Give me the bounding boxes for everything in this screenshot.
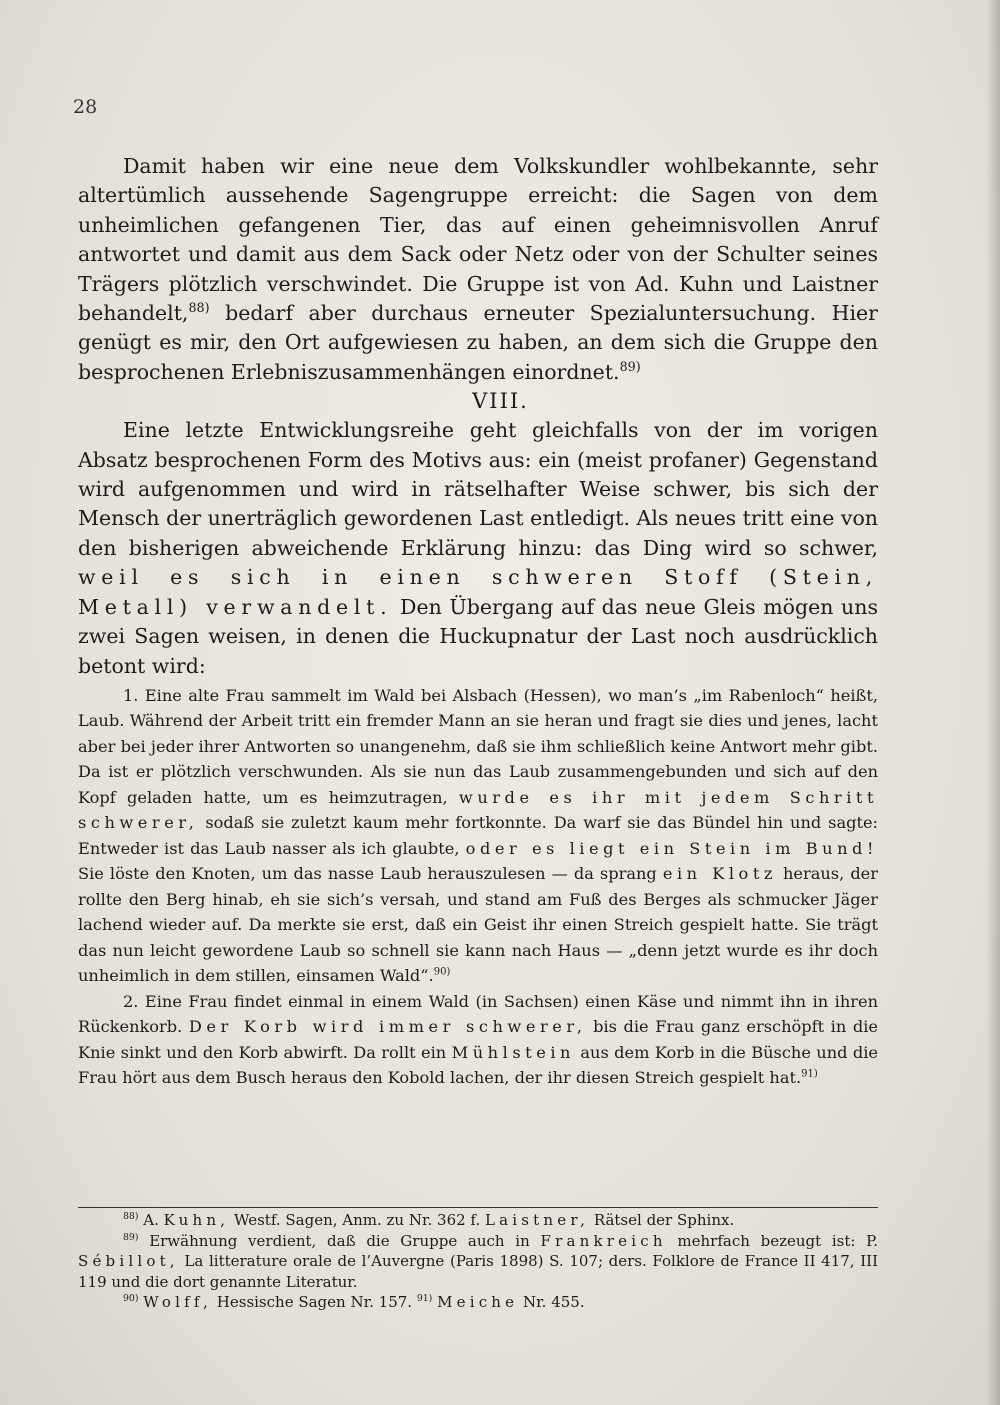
- paragraph-main: [78, 416, 878, 681]
- footnote-mark: 89): [123, 1231, 139, 1243]
- footnote-text: mehrfach bezeugt ist: P.: [666, 1231, 879, 1250]
- emphasized-text: Sébillot,: [78, 1252, 179, 1270]
- footnote-text: La litterature orale de l’Auvergne (Paris 1898) S. 107; ders. Folklore de France II 417, III 119 und die dort genannte Literatur.: [78, 1252, 878, 1291]
- footnote-ref-88: 88): [188, 300, 210, 316]
- emphasized-text: Laistner,: [484, 1211, 590, 1229]
- paragraph-text: Eine letzte Entwicklungsreihe geht gleichfalls von der im vorigen Absatz besprochenen Form des Motivs aus: ein (meist profaner) Gegenstand wird aufgenommen und wird in rätselhafter Weise schwer, bis sich der Mensch der unerträglich gewordenen Last entledigt. Als neues tritt eine von den bisherigen abweichende Erklärung hinzu: das Ding wird so schwer,: [78, 418, 878, 560]
- legend-item-2: [78, 989, 878, 1091]
- emphasized-text: Wolff,: [143, 1293, 213, 1311]
- legend-text: aus dem Korb in die Büsche und die Frau hört aus dem Busch heraus den Kobold lachen, der ihr diesen Streich gespielt hat.: [78, 1042, 878, 1088]
- legend-text: sodaß sie zuletzt kaum mehr fortkonnte. Da warf sie das Bündel hin und sagte: Entweder ist das Laub nasser als ich glaubte,: [78, 813, 878, 858]
- paragraph-intro: [78, 152, 878, 387]
- footnote-mark: 88): [123, 1211, 139, 1222]
- footnote-ref-91: 91): [801, 1069, 818, 1081]
- paragraph-text: Damit haben wir eine neue dem Volkskundler wohlbekannte, sehr altertümlich aussehende Sagengruppe erreicht: die Sagen von dem unheimlichen gefangenen Tier, das auf einen geheimnisvollen Anruf antwortet und damit aus dem Sack oder Netz oder von der Schulter seines Trägers plötzlich verschwindet. Die Gruppe ist von Ad. Kuhn und Laistner behandelt,: [78, 154, 878, 326]
- footnote-divider: [78, 1207, 878, 1208]
- footnote-text: Hessische Sagen Nr. 157.: [212, 1293, 417, 1311]
- emphasized-text: Frankreich: [540, 1231, 667, 1250]
- emphasized-text: weil es sich in einen schweren Stoff (Stein, Metall) verwandelt.: [78, 565, 878, 619]
- paragraph-text: bedarf aber durchaus erneuter Spezialuntersuchung. Hier genügt es mir, den Ort aufgewiesen zu haben, an dem sich die Gruppe den besprochenen Erlebniszusammenhängen einordnet.: [78, 301, 878, 384]
- legend-text: heraus, der rollte den Berg hinab, eh sie sich’s versah, und stand am Fuß des Berges als schmucker Jäger lachend wieder auf. Da merkte sie erst, daß ein Geist ihr einen Streich gespielt hatte. Sie trägt das nun leicht gewordene Laub so schnell sie kann nach Haus — „denn jetzt wurde es ihr doch unheimlich in dem stillen, einsamen Wald“.: [78, 864, 878, 986]
- footnote-mark: 91): [416, 1293, 433, 1304]
- footnote-ref-89: 89): [619, 359, 641, 375]
- footnote-text: Erwähnung verdient, daß die Gruppe auch in: [138, 1231, 541, 1250]
- legend-item-1: [78, 683, 878, 989]
- footnote-89: [78, 1231, 878, 1293]
- emphasized-text: wurde es ihr mit jedem Schritt schwerer,: [78, 787, 878, 833]
- page-edge-shadow: [986, 0, 1000, 1405]
- legend-examples: [78, 683, 878, 1091]
- paragraph-text: Den Übergang auf das neue Gleis mögen uns zwei Sagen weisen, in denen die Huckupnatur der Last noch ausdrücklich betont wird:: [78, 594, 878, 678]
- emphasized-text: Der Korb wird immer schwerer,: [188, 1017, 587, 1037]
- main-text: [78, 152, 878, 1091]
- footnotes: [78, 1210, 878, 1313]
- footnote-90-91: [78, 1292, 878, 1313]
- legend-text: bis die Frau ganz erschöpft in die Knie sinkt und den Korb abwirft. Da rollt ein: [78, 1017, 878, 1062]
- legend-text: 1. Eine alte Frau sammelt im Wald bei Alsbach (Hessen), wo man’s „im Rabenloch“ heißt, Laub. Während der Arbeit tritt ein fremder Mann an sie heran und fragt sie dies und jenes, lacht aber bei jeder ihrer Antworten so unangenehm, daß sie ihm schließlich keine Antwort mehr gibt. Da ist er plötzlich verschwunden. Als sie nun das Laub zusammengebunden und sich auf den Kopf geladen hatte, um es heimzutragen,: [78, 685, 878, 807]
- emphasized-text: ein Klotz: [662, 864, 777, 884]
- legend-text: Sie löste den Knoten, um das nasse Laub herauszulesen — da sprang: [78, 864, 663, 884]
- footnote-ref-90: 90): [433, 967, 451, 979]
- page-number: 28: [73, 96, 98, 118]
- footnote-text: A.: [138, 1211, 164, 1229]
- footnote-text: Rätsel der Sphinx.: [589, 1211, 735, 1229]
- footnote-88: [78, 1210, 878, 1231]
- footnote-mark: 90): [123, 1293, 139, 1304]
- footnote-text: Westf. Sagen, Anm. zu Nr. 362 f.: [229, 1211, 485, 1229]
- emphasized-text: Kuhn,: [163, 1211, 230, 1229]
- footnote-text: Nr. 455.: [518, 1293, 585, 1311]
- legend-text: 2. Eine Frau findet einmal in einem Wald (in Sachsen) einen Käse und nimmt ihn in ihren Rückenkorb.: [78, 991, 878, 1037]
- emphasized-text: Meiche: [437, 1293, 519, 1311]
- section-heading: VIII.: [472, 389, 529, 414]
- emphasized-text: Mühlstein: [451, 1042, 576, 1062]
- emphasized-text: oder es liegt ein Stein im Bund!: [465, 838, 878, 858]
